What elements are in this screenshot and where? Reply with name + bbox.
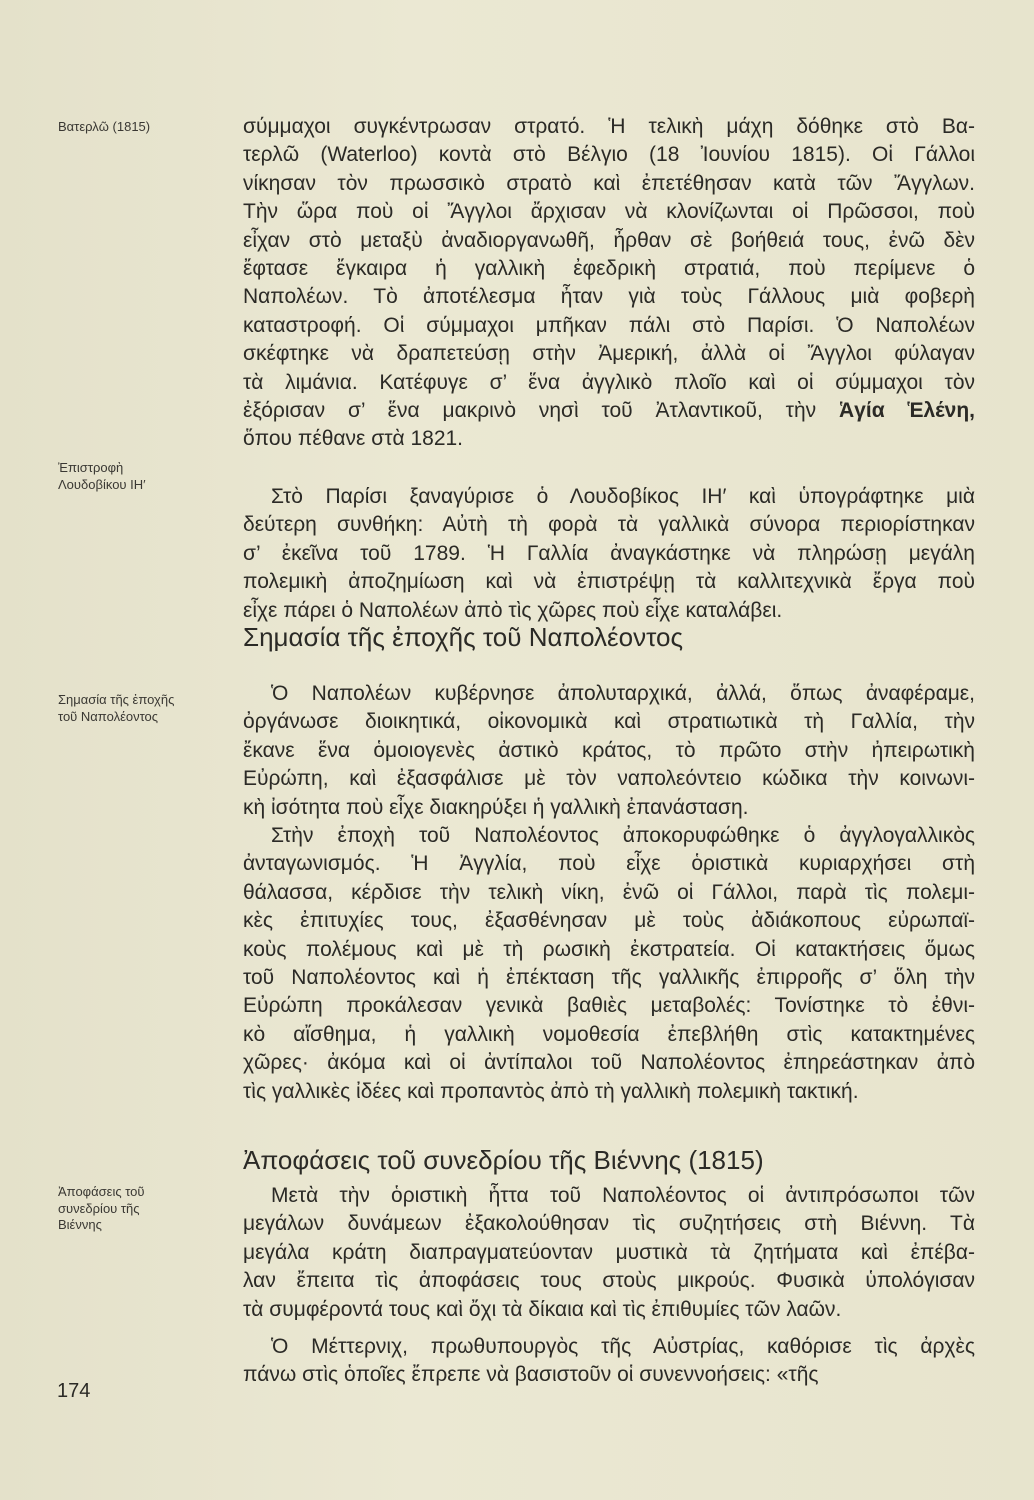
margin-note-line: Βατερλῶ (1815) (58, 119, 151, 134)
paragraph-louis-return (243, 483, 975, 625)
text-line: χῶρες· ἀκόμα καὶ οἱ ἀντίπαλοι τοῦ Ναπολέοντος ἐπηρεάστηκαν ἀπὸ (243, 1051, 975, 1075)
page-number: 174 (57, 1380, 91, 1402)
margin-note-waterloo (58, 119, 150, 136)
text-line: μεγάλων δυνάμεων ἐξακολούθησαν τὶς συζητήσεις στὴ Βιέννη. Τὰ (243, 1212, 975, 1236)
paragraph-waterloo (243, 113, 975, 454)
text-line: τὰ λιμάνια. Κατέφυγε σ’ ἕνα ἀγγλικὸ πλοῖο καὶ οἱ σύμμαχοι τὸν (243, 370, 975, 394)
text-line: Ὁ Ναπολέων κυβέρνησε ἀπολυταρχικά, ἀλλά, ὅπως ἀναφέραμε, (271, 682, 975, 705)
text-line: εἶχαν στὸ μεταξὺ ἀναδιοργανωθῆ, ἦρθαν σὲ βοήθειά τους, ἐνῶ δὲν (243, 228, 975, 252)
margin-note-line: Ἀποφάσεις τοῦ (58, 1184, 145, 1199)
text-line: πάνω στὶς ὁποῖες ἔπρεπε νὰ βασιστοῦν οἱ συνεννοήσεις: «τῆς (243, 1363, 819, 1387)
text-line: σύμμαχοι συγκέντρωσαν στρατό. Ἡ τελικὴ μάχη δόθηκε στὸ Βα- (243, 115, 975, 138)
text-line: Ναπολέων. Τὸ ἀποτέλεσμα ἦταν γιὰ τοὺς Γάλλους μιὰ φοβερὴ (243, 285, 975, 309)
bold-term-saint-helena: Ἁγία Ἑλένη, (839, 398, 976, 422)
text-line: δεύτερη συνθήκη: Αὐτὴ τὴ φορὰ τὰ γαλλικὰ σύνορα περιορίστηκαν (243, 513, 975, 537)
text-line (243, 397, 975, 425)
text-line: τὰ συμφέροντά τους καὶ ὄχι τὰ δίκαια καὶ τὶς ἐπιθυμίες τῶν λαῶν. (243, 1297, 842, 1321)
text-line: θάλασσα, κέρδισε τὴν τελικὴ νίκη, ἐνῶ οἱ Γάλλοι, παρὰ τὶς πολεμι- (243, 880, 975, 904)
text-line: Εὐρώπη προκάλεσαν γενικὰ βαθιὲς μεταβολές: Τονίστηκε τὸ ἐθνι- (243, 994, 975, 1018)
text-line: Στὴν ἐποχὴ τοῦ Ναπολέοντος ἀποκορυφώθηκε ὁ ἀγγλογαλλικὸς (271, 824, 975, 847)
text-line: κὲς ἐπιτυχίες τους, ἐξασθένησαν μὲ τοὺς ἀδιάκοπους εὐρωπαϊ- (243, 909, 975, 933)
text-line: κὴ ἰσότητα ποὺ εἶχε διακηρύξει ἡ γαλλικὴ ἐπανάσταση. (243, 795, 749, 819)
text-line: Στὸ Παρίσι ξαναγύρισε ὁ Λουδοβίκος ΙΗ′ καὶ ὑπογράφτηκε μιὰ (271, 485, 975, 508)
section-heading-significance: Σημασία τῆς ἐποχῆς τοῦ Ναπολέοντος (243, 622, 683, 652)
text-line: λαν ἔπειτα τὶς ἀποφάσεις τους στοὺς μικρούς. Φυσικὰ ὑπολόγισαν (243, 1269, 975, 1293)
margin-note-line: τοῦ Ναπολέοντος (58, 708, 159, 724)
text-line: τερλῶ (Waterloo) κοντὰ στὸ Βέλγιο (18 Ἰουνίου 1815). Οἱ Γάλλοι (243, 143, 975, 167)
text-line: τὶς γαλλικὲς ἰδέες καὶ προπαντὸς ἀπὸ τὴ γαλλικὴ πολεμικὴ τακτική. (243, 1079, 859, 1103)
paragraph-anglo-french-rivalry (243, 822, 975, 1106)
paragraph-napoleon-rule (243, 680, 975, 822)
text-line: ὅπου πέθανε στὰ 1821. (243, 427, 464, 451)
margin-note-line: Λουδοβίκου ΙΗ′ (58, 476, 146, 492)
text-line: καταστροφή. Οἱ σύμμαχοι μπῆκαν πάλι στὸ Παρίσι. Ὁ Ναπολέων (243, 313, 975, 337)
text-line: Εὐρώπη, καὶ ἐξασφάλισε μὲ τὸν ναπολεόντειο κώδικα τὴν κοινωνι- (243, 767, 975, 791)
text-line: ἀνταγωνισμός. Ἡ Ἀγγλία, ποὺ εἶχε ὁριστικὰ κυριαρχήσει στὴ (243, 852, 975, 876)
text-line: μεγάλα κράτη διαπραγματεύονταν μυστικὰ τὰ ζητήματα καὶ ἐπέβα- (243, 1240, 975, 1264)
text-line: εἶχε πάρει ὁ Ναπολέων ἀπὸ τὶς χῶρες ποὺ εἶχε καταλάβει. (243, 598, 783, 622)
text-line: Μετὰ τὴν ὁριστικὴ ἧττα τοῦ Ναπολέοντος οἱ ἀντιπρόσωποι τῶν (271, 1184, 975, 1207)
margin-note-line: συνεδρίου τῆς (58, 1200, 140, 1216)
text-line: κὸ αἴσθημα, ἡ γαλλικὴ νομοθεσία ἐπεβλήθη στὶς κατακτημένες (243, 1022, 975, 1046)
margin-note-line: Ἐπιστροφὴ (58, 460, 124, 475)
text-line: σ’ ἐκεῖνα τοῦ 1789. Ἡ Γαλλία ἀναγκάστηκε νὰ πληρώσῃ μεγάλη (243, 541, 975, 565)
text-line: σκέφτηκε νὰ δραπετεύσῃ στὴν Ἀμερική, ἀλλὰ οἱ Ἄγγλοι φύλαγαν (243, 342, 975, 366)
margin-note-vienna (58, 1184, 145, 1234)
text-line: Τὴν ὥρα ποὺ οἱ Ἄγγλοι ἄρχισαν νὰ κλονίζωνται οἱ Πρῶσσοι, ποὺ (243, 200, 975, 224)
text-line: ὀργάνωσε διοικητικά, οἰκονομικὰ καὶ στρατιωτικὰ τὴ Γαλλία, τὴν (243, 710, 975, 734)
text-line: Ὁ Μέττερνιχ, πρωθυπουργὸς τῆς Αὐστρίας, καθόρισε τὶς ἀρχὲς (271, 1335, 975, 1358)
text-line: ἔφτασε ἔγκαιρα ἡ γαλλικὴ ἐφεδρικὴ στρατιά, ποὺ περίμενε ὁ (243, 256, 975, 280)
margin-note-line: Σημασία τῆς ἐποχῆς (58, 692, 175, 707)
margin-note-return-louis (58, 460, 146, 493)
text-line: νίκησαν τὸν πρωσσικὸ στρατὸ καὶ ἐπετέθησαν κατὰ τῶν Ἄγγλων. (243, 171, 975, 195)
paragraph-vienna-congress (243, 1182, 975, 1324)
margin-note-line: Βιέννης (58, 1217, 102, 1232)
section-heading-vienna: Ἀποφάσεις τοῦ συνεδρίου τῆς Βιέννης (1815) (243, 1145, 764, 1175)
text-segment: ἐξόρισαν σ’ ἕνα μακρινὸ νησὶ τοῦ Ἀτλαντικοῦ, τὴν (243, 398, 840, 422)
text-line: τοῦ Ναπολέοντος καὶ ἡ ἐπέκταση τῆς γαλλικῆς ἐπιρροῆς σ’ ὅλη τὴν (243, 965, 975, 989)
paragraph-metternich (243, 1333, 975, 1390)
text-line: κοὺς πολέμους καὶ μὲ τὴ ρωσικὴ ἐκστρατεία. Οἱ κατακτήσεις ὅμως (243, 937, 975, 961)
text-line: πολεμικὴ ἀποζημίωση καὶ νὰ ἐπιστρέψῃ τὰ καλλιτεχνικὰ ἔργα ποὺ (243, 570, 975, 594)
margin-note-significance (58, 692, 174, 725)
text-line: ἔκανε ἕνα ὁμοιογενὲς ἀστικὸ κράτος, τὸ πρῶτο στὴν ἠπειρωτικὴ (243, 738, 975, 762)
